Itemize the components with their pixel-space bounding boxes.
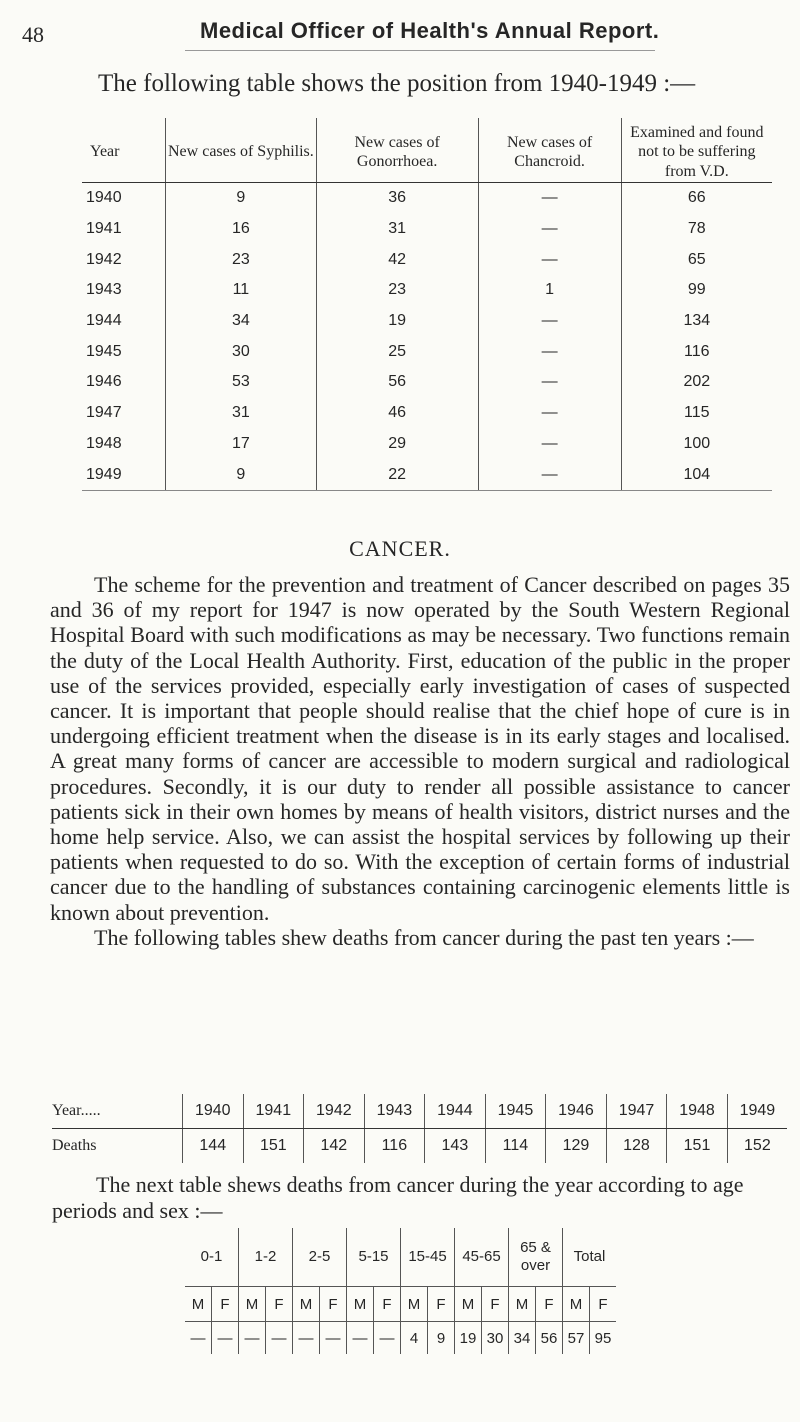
- age-value-cell: —: [266, 1322, 293, 1355]
- age-table-group-row: [185, 1228, 616, 1287]
- vd-cell-gonorrhoea: 29: [316, 429, 478, 460]
- vd-cell-examined: 104: [621, 459, 772, 490]
- sex-header: M: [293, 1287, 320, 1322]
- vd-cell-examined: 134: [621, 306, 772, 337]
- cancer-paragraph: The scheme for the prevention and treatment of Cancer described on pages 35 and 36 of my report for 1947 is now operated by the South Western Regional Hospital Board with such modifications as may be necessary. Two functions remain the duty of the Local Health Authority. First, education of the public in the proper use of the services provided, especially early investigation of cases of suspected cancer. It is important that people should realise that the chief hope of cure is in undergoing efficient treatment when the disease is in its early stages and localised. A great many forms of cancer are accessible to modern surgical and radiological procedures. Secondly, it is our duty to render all possible assistance to cancer patients sick in their own homes by means of health visitors, district nurses and the home help service. Also, we can assist the hospital services by following up their patients when requested to do so. With the exception of certain forms of industrial cancer due to the handling of substances containing carcinogenic elements little is known about prevention.: [50, 572, 790, 925]
- intro-text: The following table shows the position from 1940-1949 :—: [98, 70, 696, 97]
- running-title: Medical Officer of Health's Annual Report.: [200, 18, 660, 43]
- vd-header-chancroid: New cases of Chancroid.: [478, 118, 621, 183]
- age-group-header: 5-15: [347, 1228, 401, 1287]
- sex-header: M: [347, 1287, 374, 1322]
- vd-cell-year: 1949: [82, 459, 166, 490]
- vd-table-row: [82, 429, 772, 460]
- vd-cell-examined: 202: [621, 367, 772, 398]
- age-value-cell: 34: [509, 1322, 536, 1355]
- vd-cell-gonorrhoea: 22: [316, 459, 478, 490]
- deaths-count-cell: 143: [425, 1129, 486, 1164]
- vd-cell-syphilis: 17: [166, 429, 317, 460]
- deaths-table-deaths-label: Deaths: [52, 1137, 97, 1154]
- deaths-table-year-row: [52, 1094, 787, 1129]
- deaths-count-cell: 116: [364, 1129, 425, 1164]
- sex-header: M: [185, 1287, 212, 1322]
- deaths-count-cell: 142: [304, 1129, 365, 1164]
- age-value-cell: 95: [590, 1322, 617, 1355]
- deaths-count-cell: 152: [727, 1129, 787, 1164]
- vd-cell-syphilis: 16: [166, 214, 317, 245]
- sex-header: F: [536, 1287, 563, 1322]
- vd-table-row: [82, 214, 772, 245]
- vd-header-year: Year: [82, 118, 166, 183]
- deaths-table: [52, 1094, 787, 1163]
- deaths-count-cell: 128: [606, 1129, 667, 1164]
- vd-cell-gonorrhoea: 56: [316, 367, 478, 398]
- vd-table-row: [82, 275, 772, 306]
- sex-header: F: [266, 1287, 293, 1322]
- vd-table: [82, 118, 772, 491]
- vd-table-row: [82, 244, 772, 275]
- sex-header: M: [401, 1287, 428, 1322]
- age-group-header: 2-5: [293, 1228, 347, 1287]
- deaths-year-cell: 1943: [364, 1094, 425, 1129]
- deaths-year-cell: 1942: [304, 1094, 365, 1129]
- vd-cell-gonorrhoea: 19: [316, 306, 478, 337]
- vd-cell-syphilis: 23: [166, 244, 317, 275]
- vd-table-row: [82, 183, 772, 214]
- age-value-cell: —: [190, 1329, 206, 1347]
- age-group-header: 1-2: [239, 1228, 293, 1287]
- age-group-header: Total: [563, 1228, 617, 1287]
- age-value-cell: 19: [455, 1322, 482, 1355]
- vd-table-row: [82, 398, 772, 429]
- sex-header: F: [482, 1287, 509, 1322]
- vd-cell-chancroid: —: [478, 336, 621, 367]
- vd-header-examined: Examined and found not to be suffering from V.D.: [621, 118, 772, 183]
- vd-cell-year: 1945: [86, 342, 122, 360]
- deaths-year-cell: 1945: [485, 1094, 546, 1129]
- vd-cell-syphilis: 9: [166, 459, 317, 490]
- deaths-count-cell: 151: [243, 1129, 304, 1164]
- section-title-cancer: CANCER.: [349, 536, 451, 561]
- vd-cell-examined: 99: [621, 275, 772, 306]
- age-value-cell: —: [347, 1322, 374, 1355]
- vd-cell-chancroid: —: [478, 306, 621, 337]
- vd-cell-chancroid: —: [478, 214, 621, 245]
- vd-cell-year: 1941: [86, 220, 122, 238]
- vd-cell-examined: 100: [621, 429, 772, 460]
- age-group-header: 65 & over: [509, 1228, 563, 1287]
- vd-cell-year: 1944: [86, 312, 122, 330]
- sex-header: F: [590, 1287, 617, 1322]
- page-number: 48: [22, 22, 44, 47]
- vd-cell-gonorrhoea: 46: [316, 398, 478, 429]
- vd-cell-gonorrhoea: 36: [316, 183, 478, 214]
- vd-cell-year: 1942: [86, 250, 122, 268]
- vd-cell-year: 1947: [86, 404, 122, 422]
- vd-cell-year: 1943: [86, 281, 122, 299]
- deaths-count-cell: 151: [667, 1129, 728, 1164]
- vd-table-row: [82, 336, 772, 367]
- vd-table-row: [82, 306, 772, 337]
- age-value-cell: 30: [482, 1322, 509, 1355]
- vd-cell-syphilis: 31: [166, 398, 317, 429]
- age-value-cell: —: [239, 1322, 266, 1355]
- age-value-cell: —: [212, 1322, 239, 1355]
- vd-cell-syphilis: 9: [166, 183, 317, 214]
- vd-cell-gonorrhoea: 31: [316, 214, 478, 245]
- vd-cell-chancroid: 1: [478, 275, 621, 306]
- vd-cell-examined: 116: [621, 336, 772, 367]
- cancer-body: [50, 572, 790, 950]
- vd-cell-syphilis: 30: [166, 336, 317, 367]
- deaths-year-cell: 1949: [727, 1094, 787, 1129]
- age-value-cell: —: [374, 1322, 401, 1355]
- sex-header: M: [239, 1287, 266, 1322]
- vd-cell-year: 1940: [86, 189, 122, 207]
- deaths-year-cell: 1947: [606, 1094, 667, 1129]
- deaths-year-cell: 1946: [546, 1094, 607, 1129]
- vd-cell-gonorrhoea: 25: [316, 336, 478, 367]
- header-rule: [185, 50, 655, 51]
- vd-cell-examined: 65: [621, 244, 772, 275]
- age-group-header: 0-1: [185, 1228, 239, 1287]
- sex-header: F: [320, 1287, 347, 1322]
- cancer-paragraph-2: The following tables shew deaths from cancer during the past ten years :—: [94, 924, 754, 950]
- deaths-count-cell: 129: [546, 1129, 607, 1164]
- deaths-count-cell: 114: [485, 1129, 546, 1164]
- vd-header-syphilis: New cases of Syphilis.: [166, 118, 317, 183]
- age-sex-table: [185, 1228, 616, 1354]
- age-group-header: 45-65: [455, 1228, 509, 1287]
- vd-cell-syphilis: 53: [166, 367, 317, 398]
- age-value-cell: —: [293, 1322, 320, 1355]
- age-group-header: 15-45: [401, 1228, 455, 1287]
- sex-header: F: [212, 1287, 239, 1322]
- vd-table-row: [82, 367, 772, 398]
- age-value-cell: 56: [536, 1322, 563, 1355]
- vd-cell-chancroid: —: [478, 429, 621, 460]
- vd-cell-chancroid: —: [478, 459, 621, 490]
- vd-cell-syphilis: 11: [166, 275, 317, 306]
- deaths-year-cell: 1941: [243, 1094, 304, 1129]
- vd-cell-chancroid: —: [478, 367, 621, 398]
- vd-cell-gonorrhoea: 23: [316, 275, 478, 306]
- vd-header-gonorrhoea: New cases of Gonorrhoea.: [316, 118, 478, 183]
- sex-header: F: [374, 1287, 401, 1322]
- age-table-values-row: [185, 1322, 616, 1355]
- age-value-cell: —: [320, 1322, 347, 1355]
- sex-header: M: [455, 1287, 482, 1322]
- vd-table-row: [82, 459, 772, 490]
- age-value-cell: 4: [401, 1322, 428, 1355]
- vd-cell-examined: 115: [621, 398, 772, 429]
- vd-cell-year: 1948: [86, 434, 122, 452]
- vd-cell-syphilis: 34: [166, 306, 317, 337]
- sex-header: M: [509, 1287, 536, 1322]
- deaths-count-cell: 144: [183, 1129, 244, 1164]
- age-table-sex-row: [185, 1287, 616, 1322]
- vd-cell-chancroid: —: [478, 244, 621, 275]
- vd-cell-chancroid: —: [478, 398, 621, 429]
- vd-cell-year: 1946: [86, 373, 122, 391]
- sex-header: M: [563, 1287, 590, 1322]
- age-table-intro: The next table shews deaths from cancer during the year according to age periods and sex :—: [52, 1172, 744, 1223]
- deaths-table-year-label: Year.....: [52, 1094, 183, 1129]
- deaths-year-cell: 1948: [667, 1094, 728, 1129]
- vd-cell-chancroid: —: [478, 183, 621, 214]
- deaths-year-cell: 1940: [183, 1094, 244, 1129]
- deaths-table-deaths-row: [52, 1129, 787, 1164]
- vd-cell-examined: 66: [621, 183, 772, 214]
- vd-cell-examined: 78: [621, 214, 772, 245]
- vd-cell-gonorrhoea: 42: [316, 244, 478, 275]
- vd-table-header: [82, 118, 772, 183]
- age-value-cell: 57: [563, 1322, 590, 1355]
- age-value-cell: 9: [428, 1322, 455, 1355]
- deaths-year-cell: 1944: [425, 1094, 486, 1129]
- sex-header: F: [428, 1287, 455, 1322]
